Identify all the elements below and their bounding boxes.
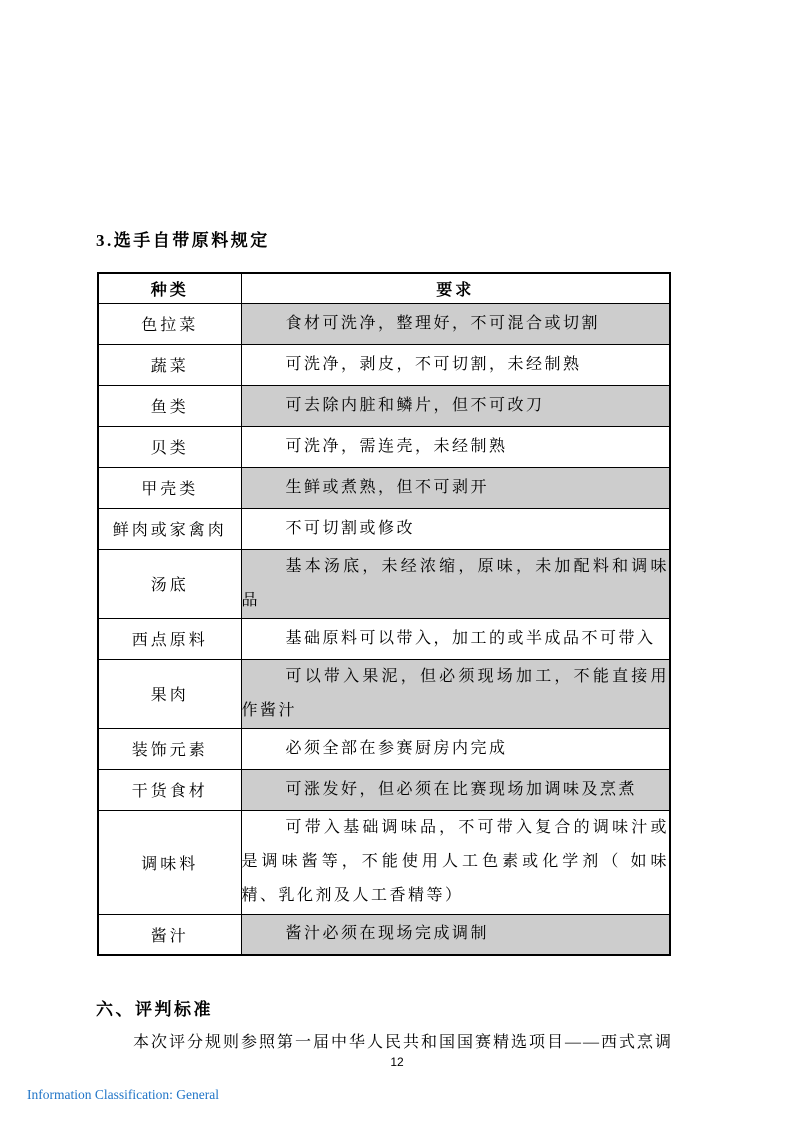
table-row (98, 618, 670, 659)
requirement-cell: 基础原料可以带入，加工的或半成品不可带入 (241, 618, 670, 659)
category-cell: 色拉菜 (98, 303, 241, 344)
header-category: 种类 (98, 273, 241, 303)
category-cell: 西点原料 (98, 618, 241, 659)
category-cell: 鱼类 (98, 385, 241, 426)
section3-title: 3.选手自带原料规定 (96, 231, 270, 250)
category-cell: 干货食材 (98, 769, 241, 810)
table-row (98, 467, 670, 508)
requirement-cell: 可去除内脏和鳞片，但不可改刀 (241, 385, 670, 426)
requirement-cell: 基本汤底，未经浓缩，原味，未加配料和调味品 (241, 549, 670, 618)
category-cell: 甲壳类 (98, 467, 241, 508)
table-row (98, 810, 670, 914)
category-cell: 汤底 (98, 549, 241, 618)
category-cell: 酱汁 (98, 914, 241, 955)
ingredient-regulations-table (97, 272, 671, 956)
table-row (98, 728, 670, 769)
table-row (98, 508, 670, 549)
requirement-cell: 必须全部在参赛厨房内完成 (241, 728, 670, 769)
category-cell: 果肉 (98, 659, 241, 728)
category-cell: 鲜肉或家禽肉 (98, 508, 241, 549)
footer-classification-label: Information Classification: General (27, 1087, 219, 1102)
table-header-row (98, 273, 670, 303)
page-number: 12 (390, 1055, 404, 1069)
requirement-cell: 可涨发好，但必须在比赛现场加调味及烹煮 (241, 769, 670, 810)
section6-paragraph: 本次评分规则参照第一届中华人民共和国国赛精选项目——西式烹调 (133, 1034, 674, 1051)
category-cell: 蔬菜 (98, 344, 241, 385)
table-row (98, 344, 670, 385)
table-row (98, 426, 670, 467)
section6-heading: 六、评判标准 (96, 1000, 213, 1019)
requirement-cell: 可带入基础调味品，不可带入复合的调味汁或是调味酱等，不能使用人工色素或化学剂（ 如味精、乳化剂及人工香精等） (241, 810, 670, 914)
requirement-cell: 可洗净，需连壳，未经制熟 (241, 426, 670, 467)
table-row (98, 303, 670, 344)
table-row (98, 549, 670, 618)
category-cell: 调味料 (98, 810, 241, 914)
table-row (98, 769, 670, 810)
requirement-cell: 不可切割或修改 (241, 508, 670, 549)
table-row (98, 385, 670, 426)
table-row (98, 914, 670, 955)
table-row (98, 659, 670, 728)
requirement-cell: 生鲜或煮熟，但不可剥开 (241, 467, 670, 508)
requirement-cell: 可洗净，剥皮，不可切割，未经制熟 (241, 344, 670, 385)
category-cell: 装饰元素 (98, 728, 241, 769)
requirement-cell: 酱汁必须在现场完成调制 (241, 914, 670, 955)
requirement-cell: 可以带入果泥，但必须现场加工，不能直接用作酱汁 (241, 659, 670, 728)
requirement-cell: 食材可洗净，整理好，不可混合或切割 (241, 303, 670, 344)
category-cell: 贝类 (98, 426, 241, 467)
header-requirement: 要求 (241, 273, 670, 303)
